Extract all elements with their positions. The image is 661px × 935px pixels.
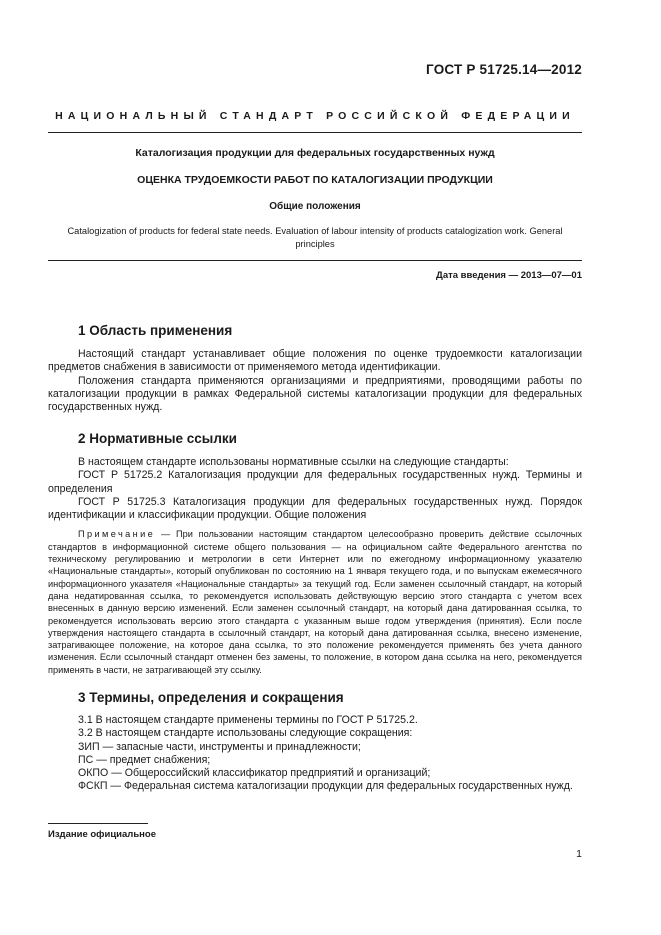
section-2-heading: 2 Нормативные ссылки	[78, 431, 237, 446]
page-number: 1	[576, 848, 582, 860]
section-3-body	[48, 714, 582, 794]
top-divider	[48, 132, 582, 133]
paragraph: 3.2 В настоящем стандарте использованы следующие сокращения:	[78, 727, 413, 740]
paragraph: 3.1 В настоящем стандарте применены термины по ГОСТ Р 51725.2.	[78, 714, 418, 726]
sub-title: Общие положения	[269, 201, 361, 212]
introduction-date: Дата введения — 2013—07—01	[436, 270, 582, 281]
main-title: ОЦЕНКА ТРУДОЕМКОСТИ РАБОТ ПО КАТАЛОГИЗАЦИИ ПРОДУКЦИИ	[137, 174, 493, 186]
title-divider	[48, 260, 582, 261]
english-title: Catalogization of products for federal state needs. Evaluation of labour intensity of products catalogization work. General principles	[67, 226, 563, 249]
abbreviation-item: ОКПО — Общероссийский классификатор предприятий и организаций;	[78, 767, 431, 780]
category-title: Каталогизация продукции для федеральных государственных нужд	[135, 147, 495, 159]
paragraph: В настоящем стандарте использованы нормативные ссылки на следующие стандарты:	[78, 456, 509, 468]
gost-code: ГОСТ Р 51725.14—2012	[426, 62, 582, 77]
note-text: — При пользовании настоящим стандартом целесообразно проверить действие ссылочных стандартов в информационной системе общего пользования — на официальном сайте Федерального агентства по техническому регулированию и метрологии в сети Интернет или по ежегодному информационному указателю «Национальные стандарты», который опубликован по состоянию на 1 января текущего года, и по выпускам ежемесячного информационного указателя «Национальные стандарты» за текущий год. Если заменен ссылочный стандарт, на который дана недатированная ссылка, то рекомендуется использовать действующую версию этого стандарта с учетом всех внесенных в данную версию изменений. Если заменен ссылочный стандарт, на который дана датированная ссылка, то рекомендуется использовать версию этого стандарта с указанным выше годом утверждения (принятия). Если после утверждения настоящего стандарта в ссылочный стандарт, на который дана датированная ссылка, внесено изменение, затрагивающее положение, на которое дана ссылка, то это положение рекомендуется применять без учета данного изменения. Если ссылочный стандарт отменен без замены, то положение, в котором дана ссылка на него, рекомендуется применять в части, не затрагивающей эту ссылку.	[48, 529, 582, 675]
note	[48, 528, 582, 676]
paragraph: Настоящий стандарт устанавливает общие положения по оценке трудоемкости каталогизации предметов снабжения в зависимости от применяемого метода идентификации.	[48, 348, 582, 374]
footer-divider	[48, 823, 148, 824]
section-1-body	[48, 348, 582, 414]
section-1-heading: 1 Область применения	[78, 323, 233, 338]
note-label: Примечание	[78, 529, 156, 540]
national-standard-banner: НАЦИОНАЛЬНЫЙ СТАНДАРТ РОССИЙСКОЙ ФЕДЕРАЦИИ	[55, 110, 575, 122]
paragraph: ГОСТ Р 51725.3 Каталогизация продукции для федеральных государственных нужд. Порядок идентификации и классификации продукции. Общие положения	[48, 495, 582, 522]
section-3-heading: 3 Термины, определения и сокращения	[78, 690, 344, 705]
official-edition-label: Издание официальное	[48, 829, 156, 840]
abbreviation-item: ЗИП — запасные части, инструменты и принадлежности;	[78, 740, 361, 753]
section-2-body	[48, 456, 582, 676]
abbreviation-item: ПС — предмет снабжения;	[78, 753, 211, 766]
paragraph: Положения стандарта применяются организациями и предприятиями, проводящими работы по каталогизации продукции в рамках Федеральной системы каталогизации продукции для федеральных государственных нужд.	[48, 374, 582, 414]
abbreviation-item: ФСКП — Федеральная система каталогизации продукции для федеральных государственных нужд.	[78, 780, 573, 793]
paragraph: ГОСТ Р 51725.2 Каталогизация продукции для федеральных государственных нужд. Термины и определения	[48, 469, 582, 495]
